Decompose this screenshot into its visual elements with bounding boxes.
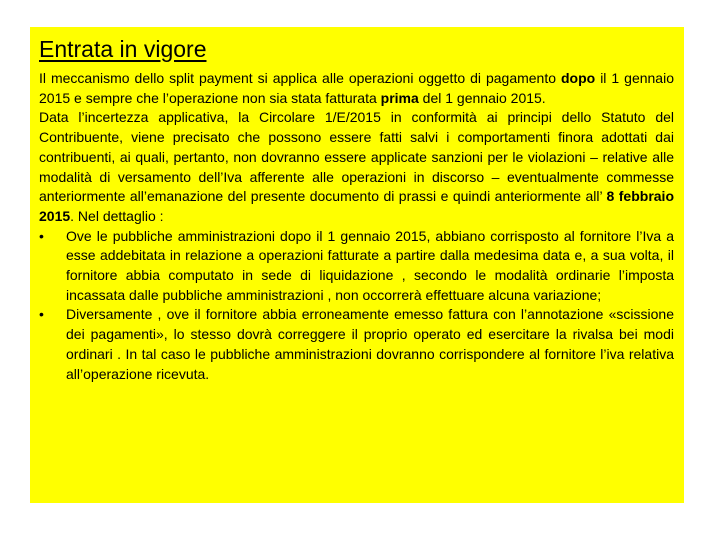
bullet-item: [39, 305, 674, 384]
paragraph-1-emphasis-dopo: dopo: [561, 70, 596, 86]
paragraph-1-text-e: del 1 gennaio 2015.: [418, 89, 546, 106]
bullet-item: [39, 227, 674, 306]
bullet-text: Ove le pubbliche amministrazioni dopo il 1 gennaio 2015, abbiano corrisposto al fornitore l’Iva a esse addebitata in relazione a operazioni fatturate a partire dalla medesima data e, a sua volta, il fornitore abbia computato in sede di liquidazione , secondo le modalità ordinarie l’imposta incassata dalle pubbliche amministrazioni , non occorrerà effettuare alcuna variazione;: [66, 227, 674, 303]
bullet-dot: •: [39, 306, 44, 323]
paragraph-2-text-c: . Nel dettaglio :: [70, 207, 164, 224]
bullet-dot: •: [39, 227, 44, 244]
paragraph-2-emphasis-date: 8 febbraio 2015: [39, 188, 674, 224]
paragraph-2-text-a: Data l’incertezza applicativa, la Circolare 1/E/2015 in conformità ai principi dello Statuto del Contribuente, viene precisato che possono essere fatti salvi i comportamenti finora adottati dai contribuenti, ai quali, pertanto, non dovranno essere applicate sanzioni per le violazioni – relative alle modalità di versamento dell’Iva afferente alle operazioni in discorso – eventualmente commesse anteriormente all’emanazione del presente documento di prassi e quindi anteriormente all’: [39, 109, 674, 205]
slide-body: [39, 69, 674, 384]
bullet-list: [39, 227, 674, 385]
paragraph-circular: [39, 108, 674, 226]
slide-title: Entrata in vigore: [39, 36, 207, 62]
slide-content-box: [30, 27, 684, 503]
bullet-text: Diversamente , ove il fornitore abbia erroneamente emesso fattura con l’annotazione «scissione dei pagamenti», lo stesso dovrà correggere il proprio operato ed esercitare la rivalsa bei modi ordinari . In tal caso le pubbliche amministrazioni dovranno corrispondere al fornitore l’iva relativa all’operazione ricevuta.: [66, 306, 674, 382]
paragraph-1-text-a: Il meccanismo dello split payment si applica alle operazioni oggetto di pagamento: [39, 70, 561, 86]
paragraph-1-emphasis-prima: prima: [380, 89, 419, 106]
paragraph-entry-date: [39, 69, 674, 108]
paragraph-1-text-c: il 1 gennaio 2015 e sempre che l’operazione non sia stata fatturata: [39, 70, 674, 106]
